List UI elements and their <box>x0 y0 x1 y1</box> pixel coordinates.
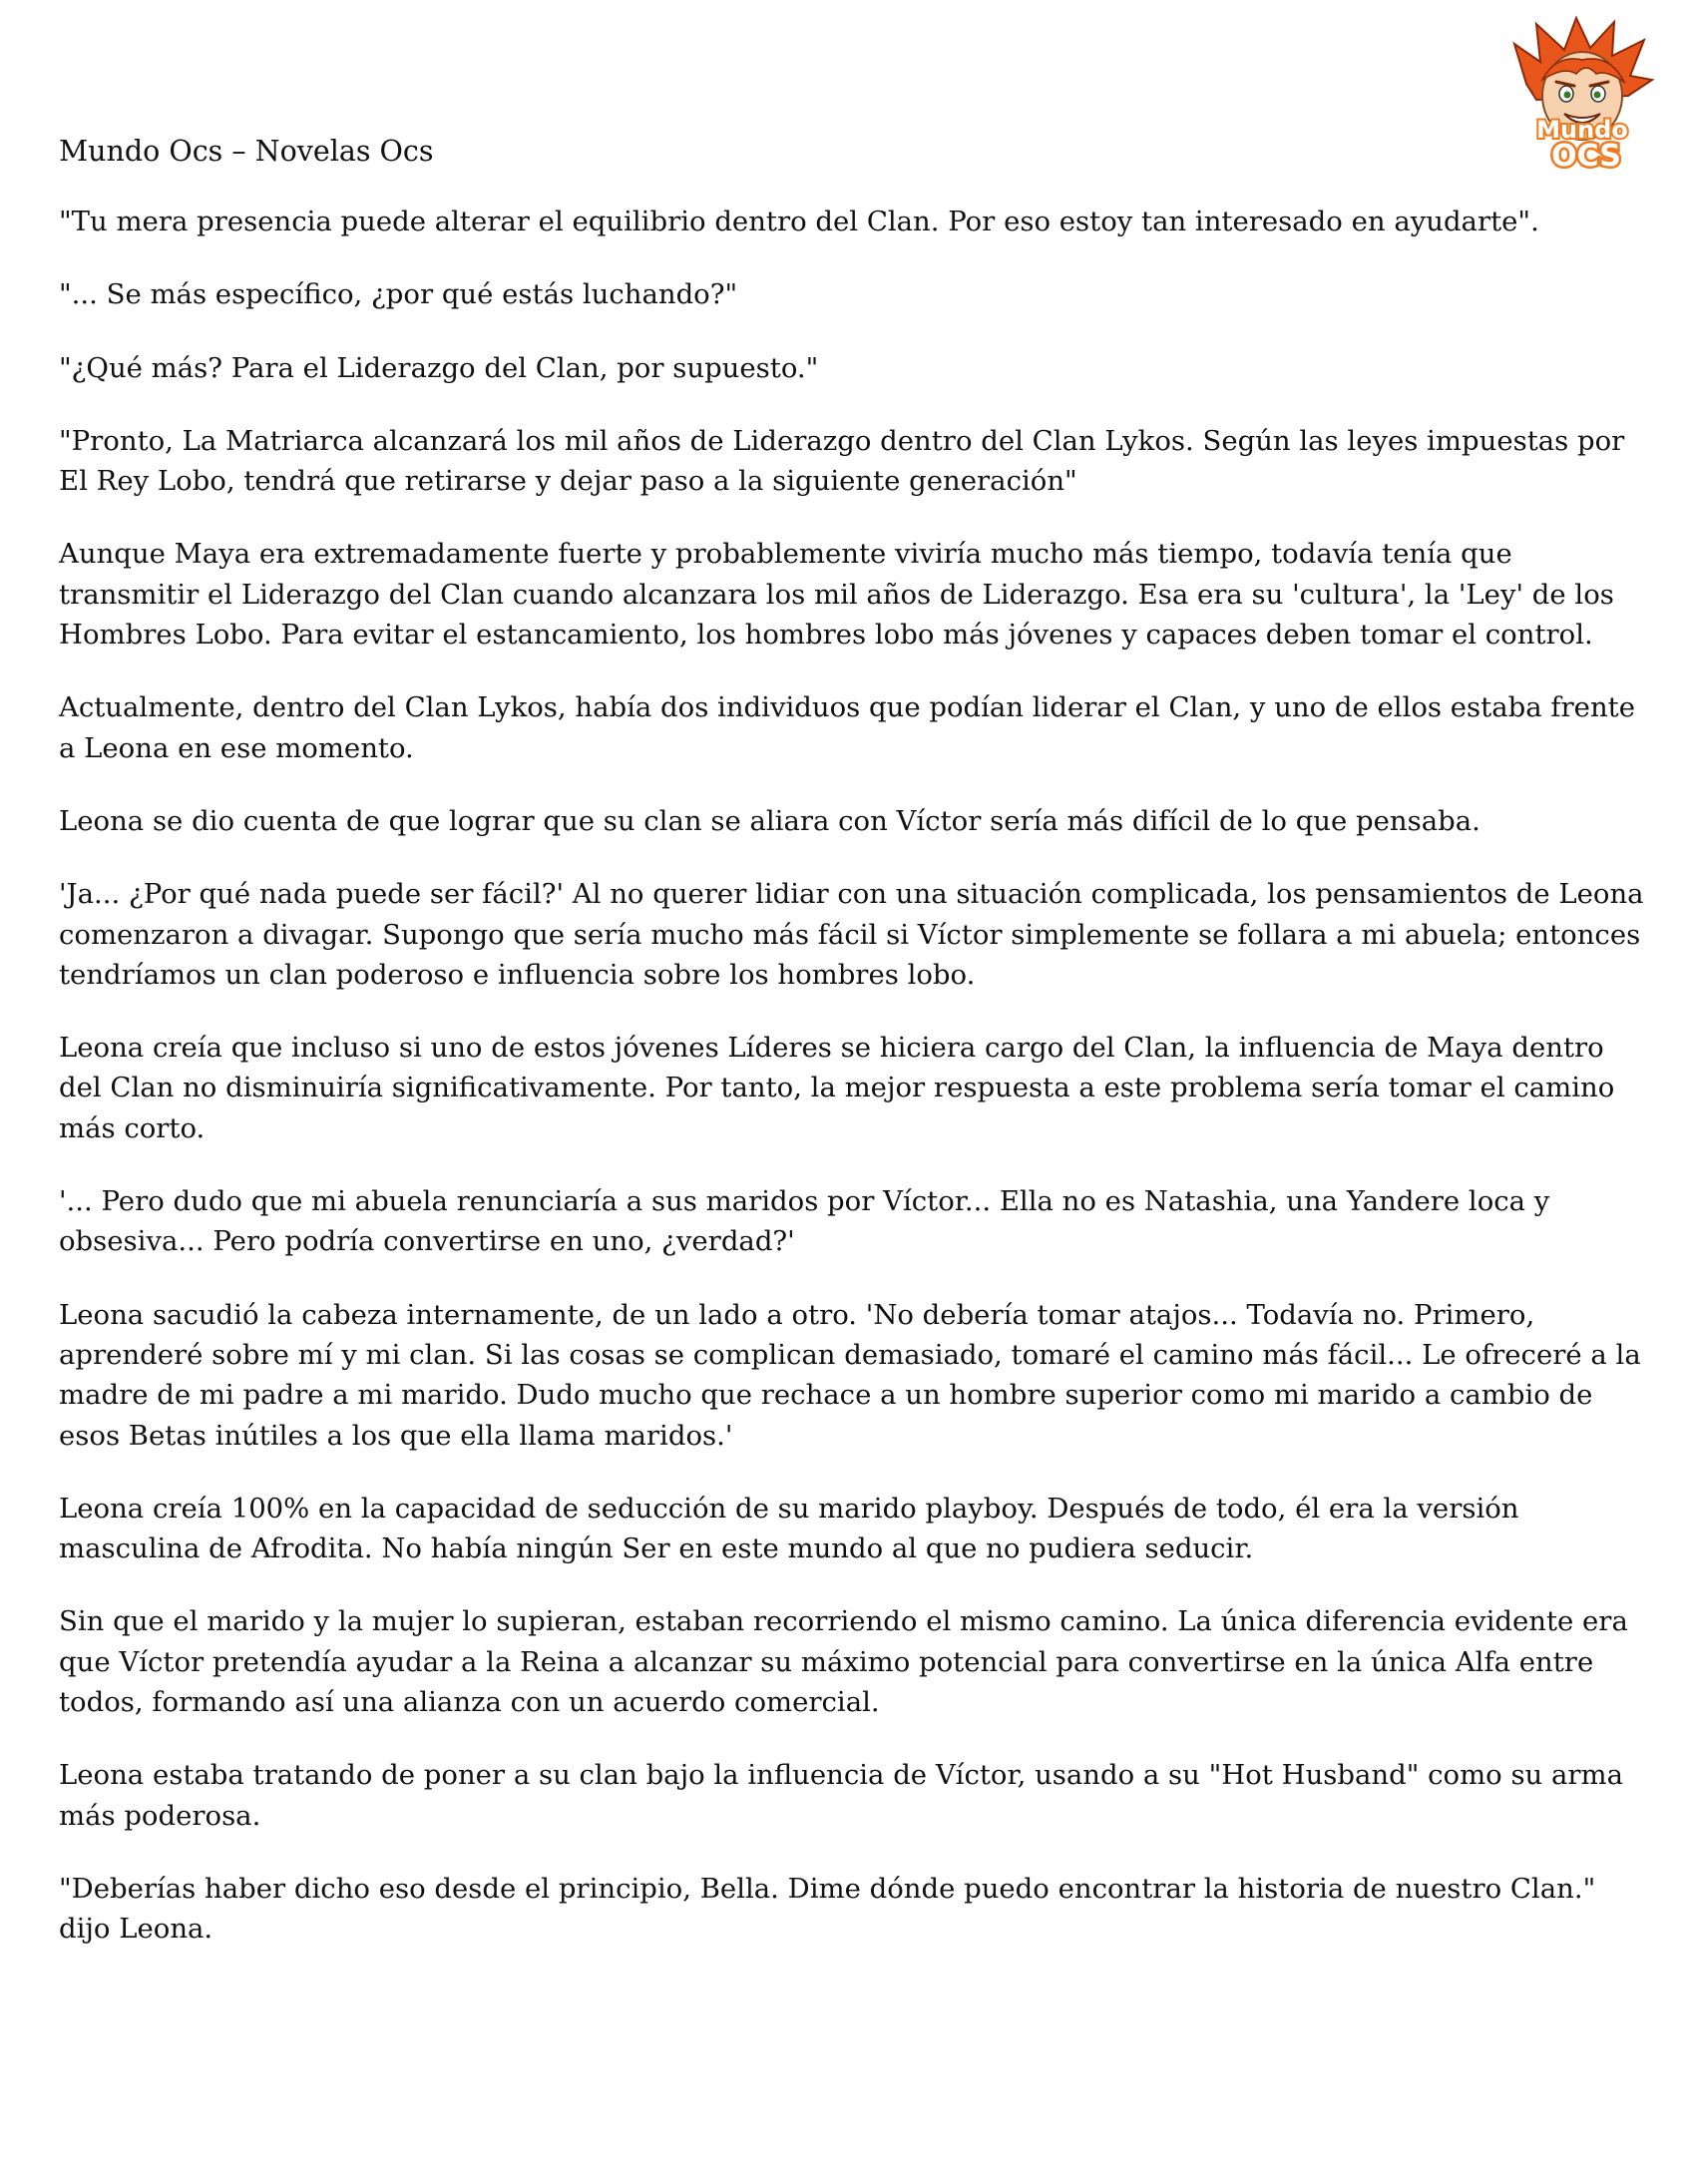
paragraph: "... Se más específico, ¿por qué estás luchando?" <box>59 278 738 311</box>
paragraph: Leona sacudió la cabeza internamente, de un lado a otro. 'No debería tomar atajos... Todavía no. Primero, aprenderé sobre mí y mi clan. Si las cosas se complican demasiado, tomaré el camino más fácil... Le ofreceré a la madre de mi padre a mi marido. Dudo mucho que rechace a un hombre superior como mi marido a cambio de esos Betas inútiles a los que ella llama maridos.' <box>59 1298 1641 1452</box>
paragraph: Leona creía 100% en la capacidad de seducción de su marido playboy. Después de todo, él era la versión masculina de Afrodita. No había ningún Ser en este mundo al que no pudiera seducir. <box>59 1492 1519 1565</box>
paragraph: '... Pero dudo que mi abuela renunciaría a sus maridos por Víctor... Ella no es Natashia, una Yandere loca y obsesiva... Pero podría convertirse en uno, ¿verdad?' <box>59 1185 1550 1258</box>
mundo-ocs-logo-graphic <box>1506 14 1658 174</box>
paragraph: "¿Qué más? Para el Liderazgo del Clan, por supuesto." <box>59 351 819 384</box>
paragraph: 'Ja... ¿Por qué nada puede ser fácil?' Al no querer lidiar con una situación complicada, los pensamientos de Leona comenzaron a divagar. Supongo que sería mucho más fácil si Víctor simplemente se follara a mi abuela; entonces tendríamos un clan poderoso e influencia sobre los hombres lobo. <box>59 878 1644 991</box>
document-header: Mundo Ocs – Novelas Ocs <box>59 135 434 168</box>
paragraph: Aunque Maya era extremadamente fuerte y probablemente viviría mucho más tiempo, todavía tenía que transmitir el Liderazgo del Clan cuando alcanzara los mil años de Liderazgo. Esa era su 'cultura', la 'Ley' de los Hombres Lobo. Para evitar el estancamiento, los hombres lobo más jóvenes y capaces deben tomar el control. <box>59 538 1614 652</box>
paragraph: "Deberías haber dicho eso desde el principio, Bella. Dime dónde puedo encontrar la historia de nuestro Clan." dijo Leona. <box>59 1872 1596 1946</box>
document-body <box>59 202 1645 1982</box>
paragraph: "Tu mera presencia puede alterar el equilibrio dentro del Clan. Por eso estoy tan interesado en ayudarte". <box>59 206 1539 237</box>
paragraph: Leona se dio cuenta de que lograr que su clan se aliara con Víctor sería más difícil de lo que pensaba. <box>59 804 1480 837</box>
logo-text-bottom: OCS <box>1551 139 1621 174</box>
mundo-ocs-logo <box>1506 14 1658 174</box>
paragraph: Actualmente, dentro del Clan Lykos, había dos individuos que podían liderar el Clan, y uno de ellos estaba frente a Leona en ese momento. <box>59 691 1635 764</box>
paragraph: "Pronto, La Matriarca alcanzará los mil años de Liderazgo dentro del Clan Lykos. Según las leyes impuestas por El Rey Lobo, tendrá que retirarse y dejar paso a la siguiente generación" <box>59 424 1625 498</box>
paragraph: Leona creía que incluso si uno de estos jóvenes Líderes se hiciera cargo del Clan, la influencia de Maya dentro del Clan no disminuiría significativamente. Por tanto, la mejor respuesta a este problema sería tomar el camino más corto. <box>59 1032 1615 1144</box>
logo-text-top: Mundo <box>1536 116 1628 144</box>
paragraph: Leona estaba tratando de poner a su clan bajo la influencia de Víctor, usando a su "Hot Husband" como su arma más poderosa. <box>59 1759 1624 1832</box>
paragraph: Sin que el marido y la mujer lo supieran, estaban recorriendo el mismo camino. La única diferencia evidente era que Víctor pretendía ayudar a la Reina a alcanzar su máximo potencial para convertirse en la única Alfa entre todos, formando así una alianza con un acuerdo comercial. <box>59 1605 1628 1719</box>
